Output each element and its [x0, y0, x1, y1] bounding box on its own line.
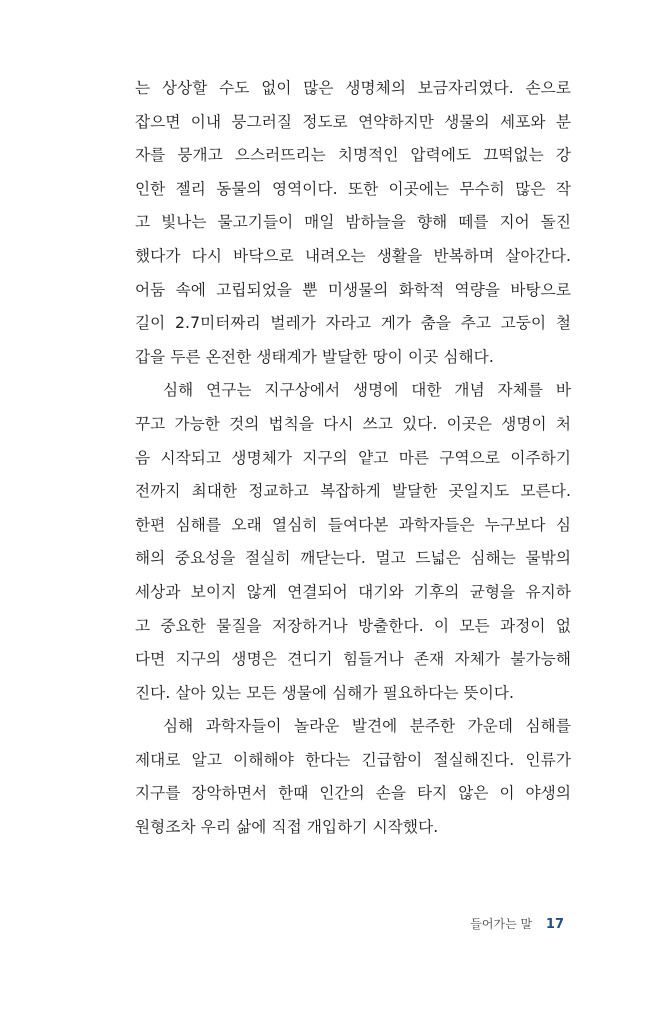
text-line: 했다가 다시 바닥으로 내려오는 생활을 반복하며 살아간다.: [135, 246, 571, 265]
text-line: 한편 심해를 오래 열심히 들여다본 과학자들은 누구보다 심: [135, 515, 571, 534]
text-line: 꾸고 가능한 것의 법칙을 다시 쓰고 있다. 이곳은 생명이 처: [135, 414, 571, 433]
text-line: 잡으면 이내 뭉그러질 정도로 연약하지만 생물의 세포와 분: [135, 112, 571, 131]
body-text: [135, 72, 571, 845]
text-line: 는 상상할 수도 없이 많은 생명체의 보금자리였다. 손으로: [135, 79, 571, 97]
text-line: 심해 연구는 지구상에서 생명에 대한 개념 자체를 바: [163, 381, 571, 400]
text-line: 다면 지구의 생명은 견디기 힘들거나 존재 자체가 불가능해: [135, 650, 571, 669]
text-line: 자를 뭉개고 으스러뜨리는 치명적인 압력에도 끄떡없는 강: [135, 146, 571, 165]
text-line: 전까지 최대한 정교하고 복잡하게 발달한 곳일지도 모른다.: [135, 482, 571, 501]
text-line: 인한 젤리 동물의 영역이다. 또한 이곳에는 무수히 많은 작: [135, 179, 571, 198]
text-line: 해의 중요성을 절실히 깨닫는다. 멀고 드넓은 심해는 물밖의: [135, 549, 571, 568]
page-number: 17: [545, 917, 564, 932]
text-line: 길이 2.7미터짜리 벌레가 자라고 게가 춤을 추고 고둥이 철: [135, 314, 571, 333]
text-line: 진다. 살아 있는 모든 생물에 심해가 필요하다는 뜻이다.: [135, 683, 515, 702]
text-line: 심해 과학자들이 놀라운 발견에 분주한 가운데 심해를: [163, 717, 571, 736]
section-title: 들어가는 말: [470, 917, 533, 931]
text-line: 제대로 알고 이해해야 한다는 긴급함이 절실해진다. 인류가: [135, 750, 571, 769]
text-line: 지구를 장악하면서 한때 인간의 손을 타지 않은 이 야생의: [135, 784, 571, 803]
page-footer: [470, 914, 564, 935]
text-line: 고 중요한 물질을 저장하거나 방출한다. 이 모든 과정이 없: [135, 616, 571, 635]
text-line: 음 시작되고 생명체가 지구의 얕고 마른 구역으로 이주하기: [135, 448, 571, 467]
text-line: 어둠 속에 고립되었을 뿐 미생물의 화학적 역량을 바탕으로: [135, 280, 571, 299]
text-line: 갑을 두른 온전한 생태계가 발달한 땅이 이곳 심해다.: [135, 347, 494, 366]
text-line: 고 빛나는 물고기들이 매일 밤하늘을 향해 떼를 지어 돌진: [135, 213, 571, 232]
text-line: 원형조차 우리 삶에 직접 개입하기 시작했다.: [135, 818, 439, 837]
text-line: 세상과 보이지 않게 연결되어 대기와 기후의 균형을 유지하: [135, 582, 571, 601]
